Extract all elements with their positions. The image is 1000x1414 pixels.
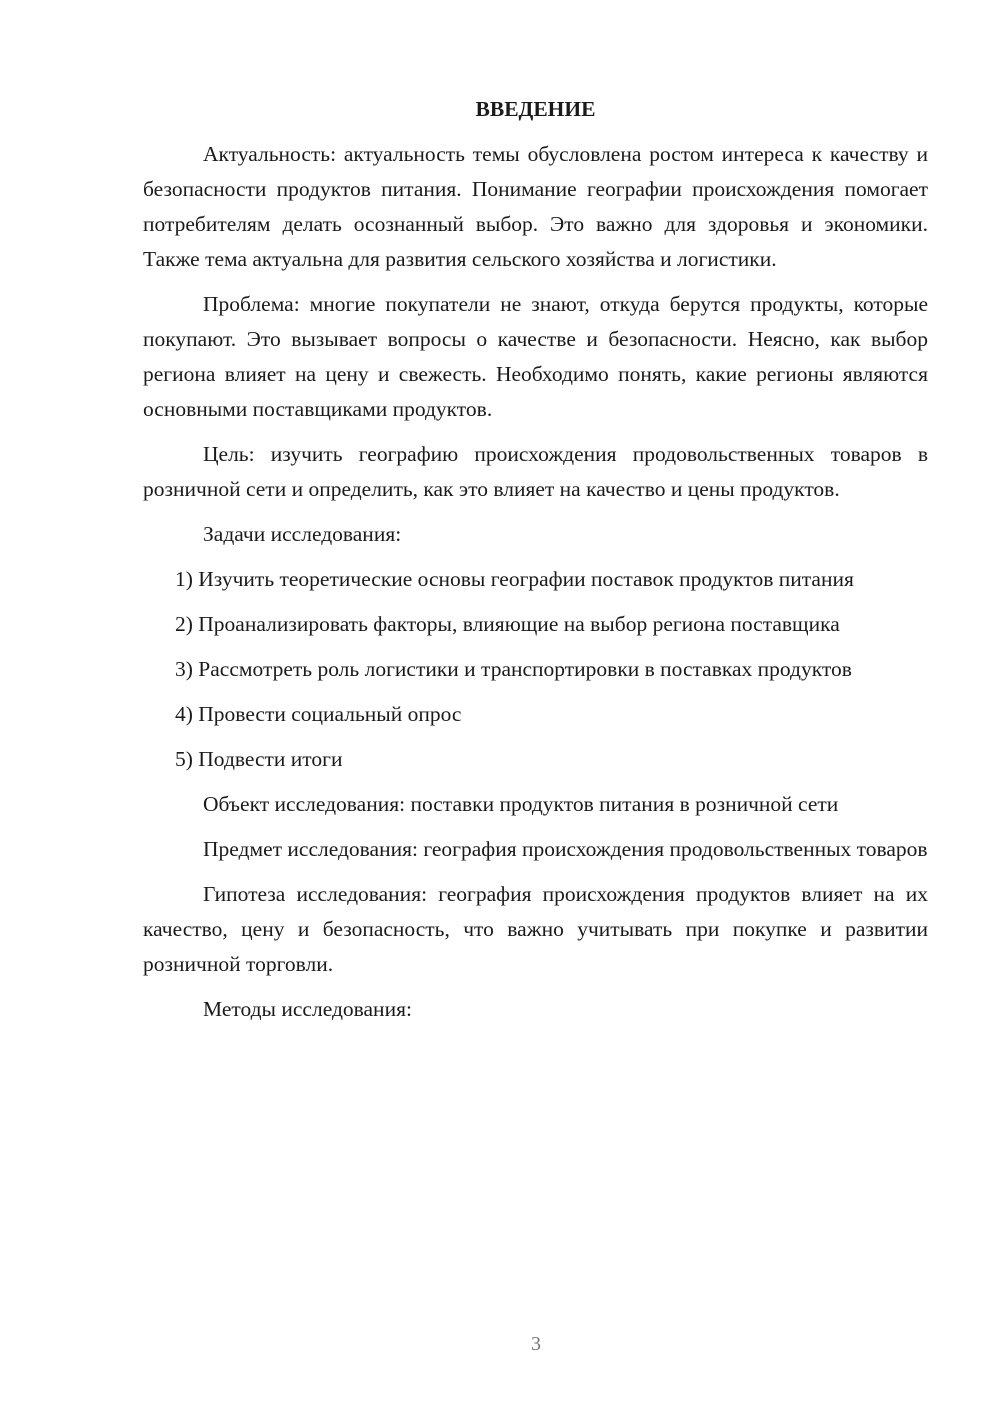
task-item-2: 2) Проанализировать факторы, влияющие на выбор региона поставщика bbox=[175, 612, 840, 636]
object-paragraph: Объект исследования: поставки продуктов питания в розничной сети bbox=[203, 792, 839, 816]
task-item-5: 5) Подвести итоги bbox=[175, 747, 343, 771]
task-item-3: 3) Рассмотреть роль логистики и транспортировки в поставках продуктов bbox=[175, 657, 852, 681]
subject-paragraph: Предмет исследования: география происхождения продовольственных товаров bbox=[203, 837, 928, 861]
relevance-paragraph: Актуальность: актуальность темы обусловлена ростом интереса к качеству и безопасности продуктов питания. Понимание географии происхождения помогает потребителям делать осознанный выбор. Это важно для здоровья и экономики. Также тема актуальна для развития сельского хозяйства и логистики. bbox=[143, 142, 928, 271]
page-number: 3 bbox=[531, 1333, 541, 1355]
methods-heading: Методы исследования: bbox=[203, 997, 412, 1021]
task-item-4: 4) Провести социальный опрос bbox=[175, 702, 462, 726]
document-page bbox=[143, 92, 928, 1037]
task-item-1: 1) Изучить теоретические основы географии поставок продуктов питания bbox=[175, 567, 854, 591]
problem-paragraph: Проблема: многие покупатели не знают, откуда берутся продукты, которые покупают. Это вызывает вопросы о качестве и безопасности. Неясно, как выбор региона влияет на цену и свежесть. Необходимо понять, какие регионы являются основными поставщиками продуктов. bbox=[143, 292, 928, 421]
goal-paragraph: Цель: изучить географию происхождения продовольственных товаров в розничной сети и определить, как это влияет на качество и цены продуктов. bbox=[143, 442, 928, 501]
tasks-heading: Задачи исследования: bbox=[203, 522, 402, 546]
page-title: ВВЕДЕНИЕ bbox=[475, 97, 596, 121]
hypothesis-paragraph: Гипотеза исследования: география происхождения продуктов влияет на их качество, цену и безопасность, что важно учитывать при покупке и развитии розничной торговли. bbox=[143, 882, 928, 976]
